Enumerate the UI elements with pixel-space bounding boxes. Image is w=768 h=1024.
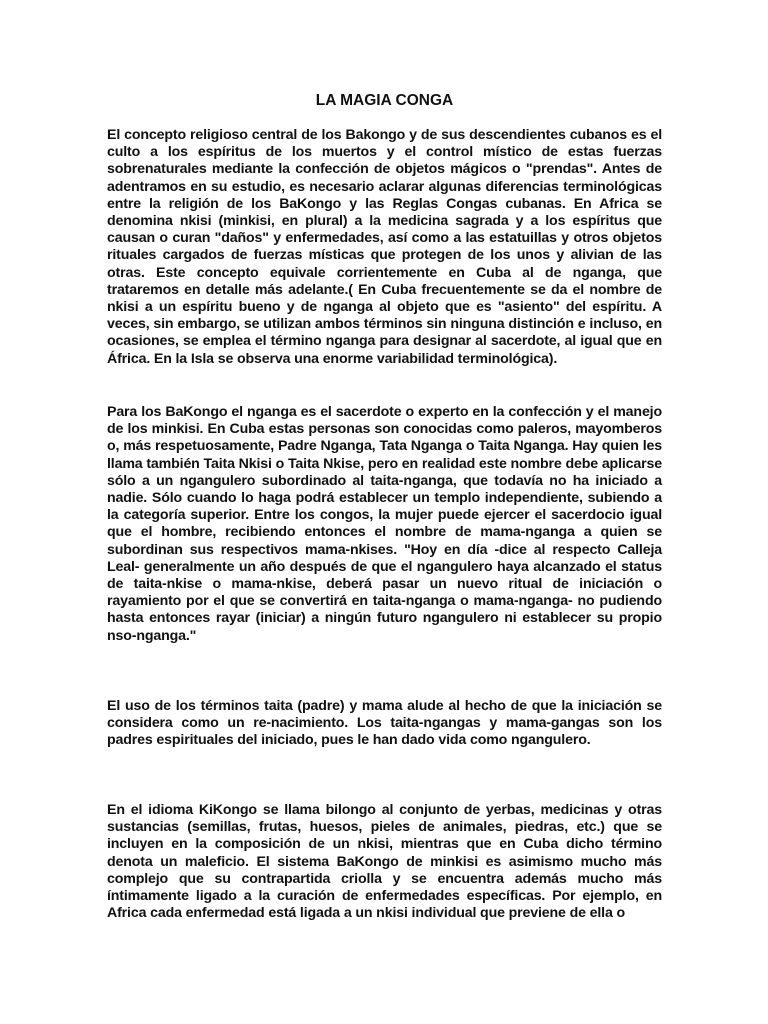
paragraph-2: Para los BaKongo el nganga es el sacerdote o experto en la confección y el manejo de los minkisi. En Cuba estas personas son conocidas como paleros, mayomberos o, más respetuosamente, Padre Nganga, Tata Nganga o Taita Nganga. Hay quien les llama también Taita Nkisi o Taita Nkise, pero en realidad este nombre debe aplicarse sólo a un ngangulero subordinado al taita-nganga, que todavía no ha iniciado a nadie. Sólo cuando lo haga podrá establecer un templo independiente, subiendo a la categoría superior. Entre los congos, la mujer puede ejercer el sacerdocio igual que el hombre, recibiendo entonces el nombre de mama-nganga a quien se subordinan sus respectivos mama-nkises. "Hoy en día -dice al respecto Calleja Leal- generalmente un año después de que el ngangulero haya alcanzado el status de taita-nkise o mama-nkise, deberá pasar un nuevo ritual de iniciación o rayamiento por el que se convertirá en taita-nganga o mama-nganga- no pudiendo hasta entonces rayar (iniciar) a ningún futuro ngangulero ni establecer su propio nso-nganga." [107,404,662,644]
paragraph-4: En el idioma KiKongo se llama bilongo al conjunto de yerbas, medicinas y otras sustancias (semillas, frutas, huesos, pieles de animales, piedras, etc.) que se incluyen en la composición de un nkisi, mientras que en Cuba dicho término denota un maleficio. El sistema BaKongo de minkisi es asimismo mucho más complejo que su contrapartida criolla y se encuentra además mucho más íntimamente ligado a la curación de enfermedades específicas. Por ejemplo, en Africa cada enfermedad está ligada a un nkisi individual que previene de ella o [107,802,662,922]
paragraph-1: El concepto religioso central de los Bakongo y de sus descendientes cubanos es el culto a los espíritus de los muertos y el control místico de estas fuerzas sobrenaturales mediante la confección de objetos mágicos o "prendas". Antes de adentramos en su estudio, es necesario aclarar algunas diferencias terminológicas entre la religión de los BaKongo y las Reglas Congas cubanas. En Africa se denomina nkisi (minkisi, en plural) a la medicina sagrada y a los espíritus que causan o curan "daños" y enfermedades, así como a las estatuillas y otros objetos rituales cargados de fuerzas místicas que protegen de los unos y alivian de las otras. Este concepto equivale corrientemente en Cuba al de nganga, que trataremos en detalle más adelante.( En Cuba frecuentemente se da el nombre de nkisi a un espíritu bueno y de nganga al objeto que es "asiento" del espíritu. A veces, sin embargo, se utilizan ambos términos sin ninguna distinción e incluso, en ocasiones, se emplea el término nganga para designar al sacerdote, al igual que en África. En la Isla se observa una enorme variabilidad terminológica). [107,127,662,367]
page-title: LA MAGIA CONGA [315,92,454,109]
paragraph-3: El uso de los términos taita (padre) y mama alude al hecho de que la iniciación se considera como un re-nacimiento. Los taita-ngangas y mama-gangas son los padres espirituales del iniciado, pues le han dado vida como ngangulero. [107,698,662,749]
